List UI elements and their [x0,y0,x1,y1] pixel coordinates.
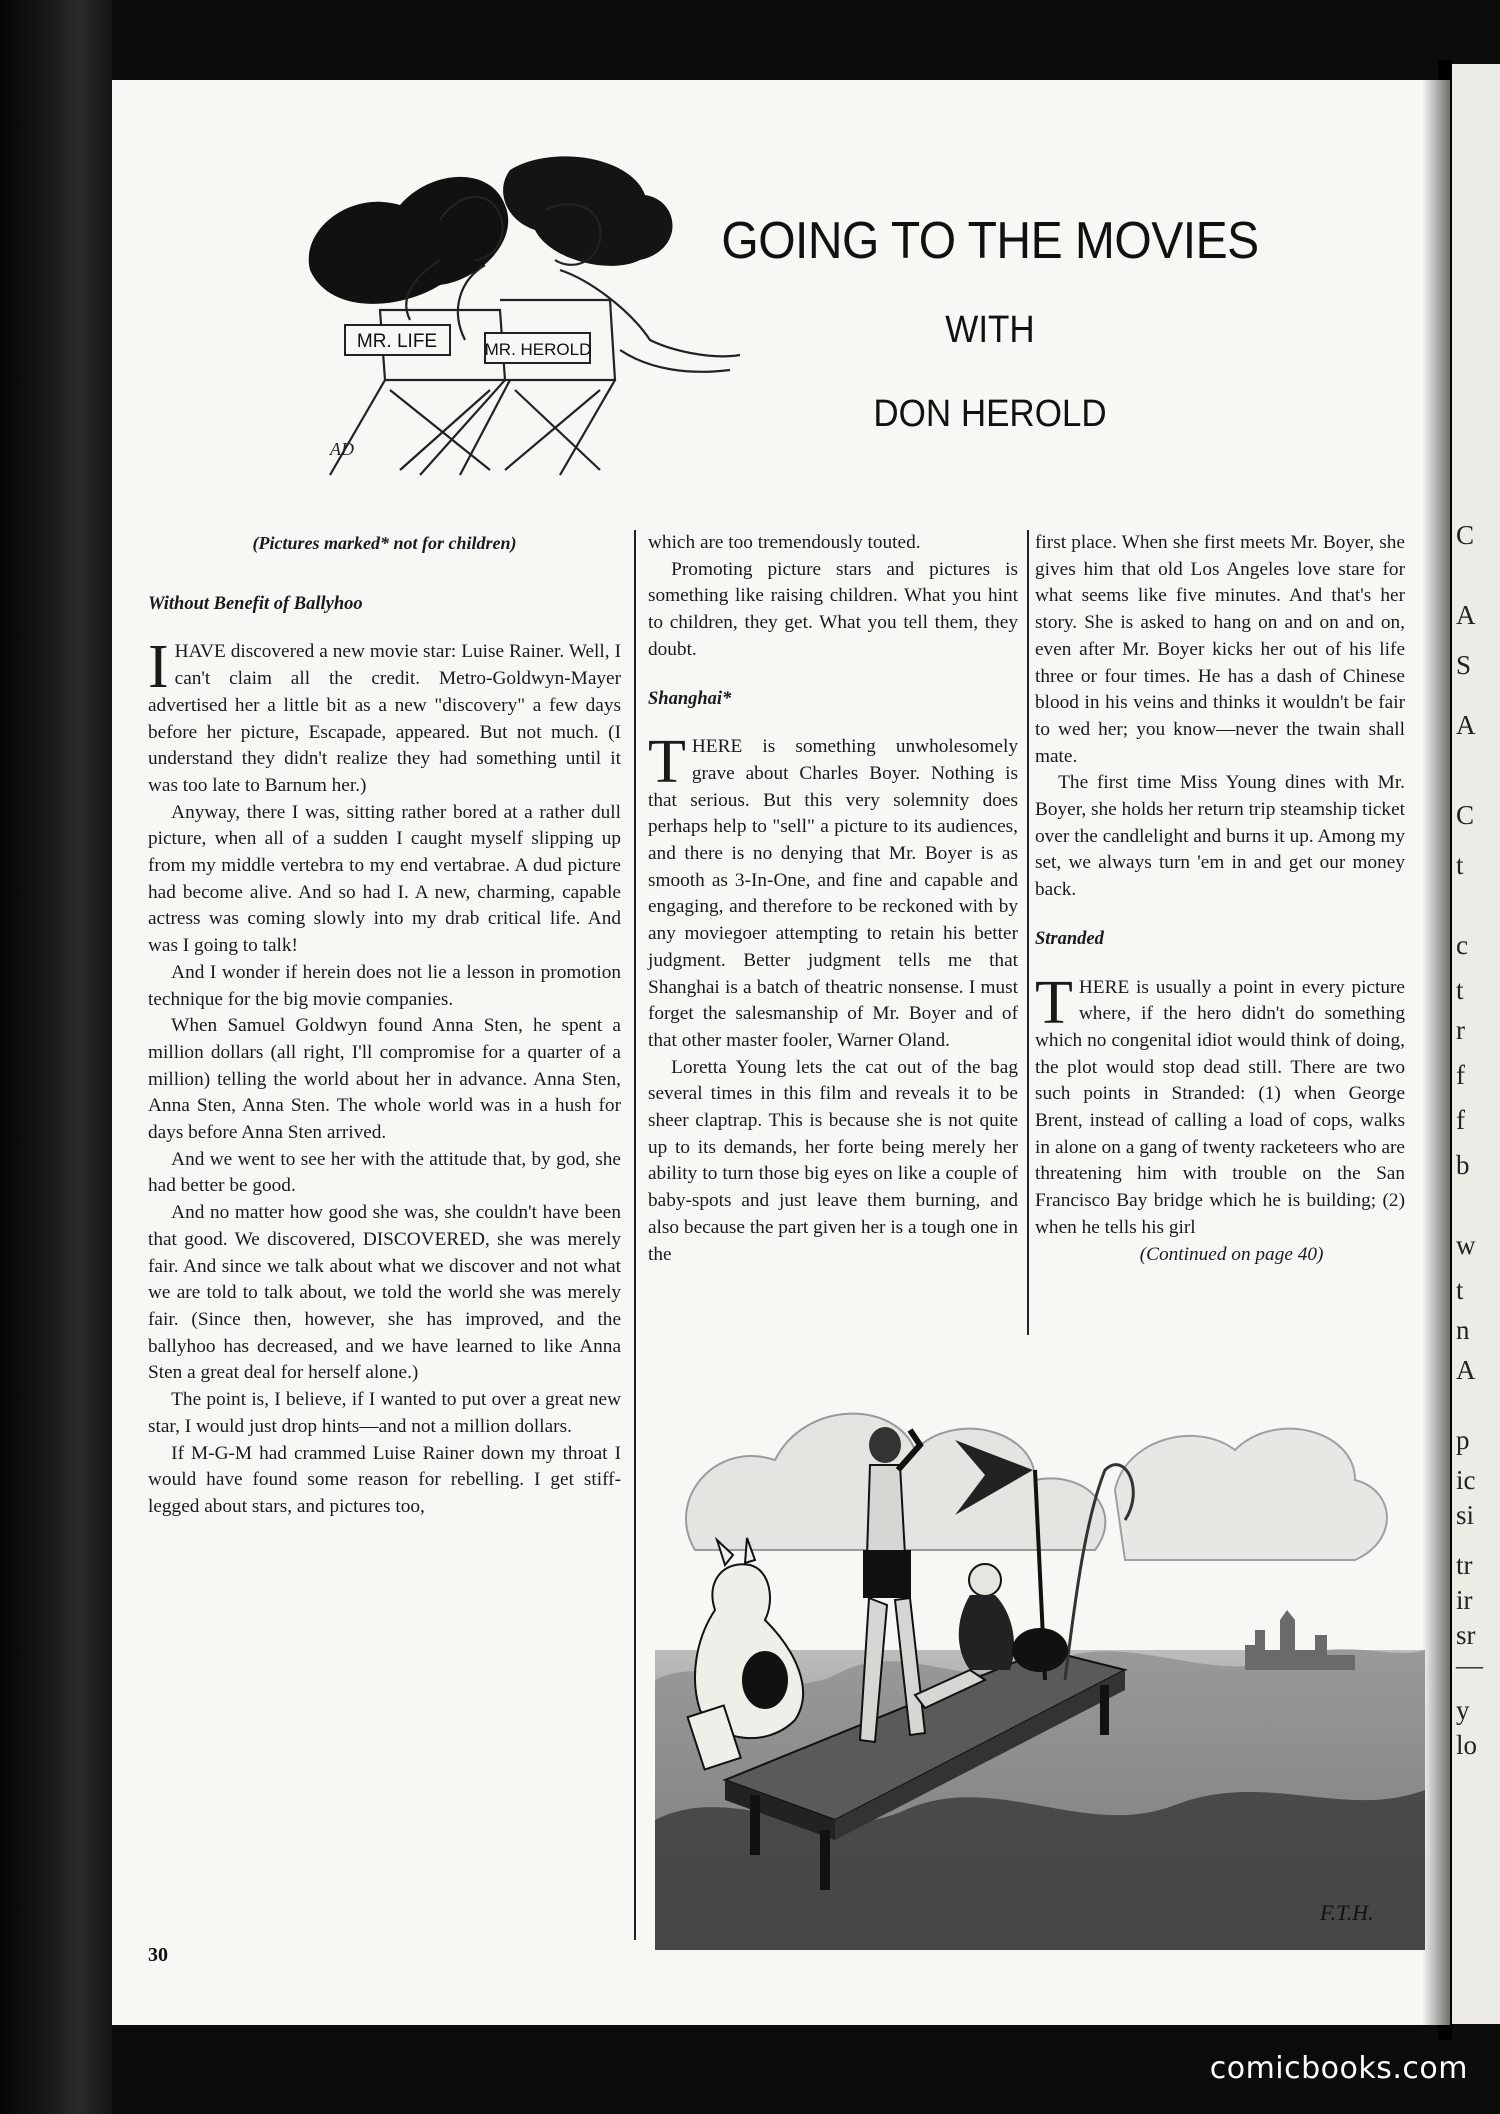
chair-left-label: MR. LIFE [356,331,438,352]
next-page-fragment: C [1456,520,1475,550]
next-page-fragment: A [1456,710,1476,740]
article-author: DON HEROLD [873,392,1107,435]
column-rule-2 [1027,530,1029,1335]
drop-cap: T [648,728,686,797]
paragraph: THERE is usually a point in every picture where, if the hero didn't do something which no congenital idiot would think of doing, the plot would stop dead still. There are two such points in Stranded: (1) when George Brent, instead of calling a load of cops, walks in alone on a gang of twenty racketeers who are threatening him with trouble on the San Francisco Bay bridge which he is building; (2) when he tells his girl [1035,968,1405,1238]
section-title-shanghai: Shanghai* [648,688,732,709]
section-title-ballyhoo: Without Benefit of Ballyhoo [148,593,363,614]
next-page-fragment: n [1456,1315,1470,1345]
next-page-fragment: w [1456,1230,1476,1260]
watermark: comicbooks.com [1209,2051,1468,2086]
paragraph: And we went to see her with the attitude that, by god, she had better be good. [148,1148,621,1197]
city-skyline [1245,1610,1355,1670]
cloud-outline-right [1115,1429,1387,1560]
inflatable-animal [695,1538,803,1738]
page-number: 30 [148,1944,168,1966]
chair-right-label: MR. HEROLD [484,340,592,359]
illustration-dock-scene [655,1350,1425,1950]
paragraph: IHAVE discovered a new movie star: Luise Rainer. Well, I can't claim all the credit. Metro-Goldwyn-Mayer advertised her a little bit as a new "discovery" a few days before her picture, Escapade, appeared. But not much. (I understand they didn't realize they had something until it was too late to Barnum her.) [148,633,621,796]
next-page-edge [1452,64,1500,2024]
next-page-fragment: C [1456,800,1475,830]
paragraph: Promoting picture stars and pictures is something like raising children. What you hint to children, they get. What you tell them, they doubt. [648,558,1018,660]
next-page-fragment: y [1456,1695,1470,1725]
paragraph: first place. When she first meets Mr. Boyer, she gives him that old Los Angeles love stare for what seems like five minutes. And that's her story. She is asked to hang on and on and on, even after Mr. Boyer kicks her out of his life three or four times. He has a dash of Chinese blood in his veins and thinks it wouldn't be fair to wed her; you know—never the twain shall mate. [1035,532,1405,767]
continued-note: (Continued on page 40) [1139,1243,1324,1265]
paragraph: When Samuel Goldwyn found Anna Sten, he spent a million dollars (all right, I'll compromise for a quarter of a million) telling the world about her in advance. Anna Sten, Anna Sten, Anna Sten. The whole world was in a hush for days before Anna Sten arrived. [148,1015,621,1144]
dock-post [1100,1685,1109,1735]
next-page-fragment: r [1456,1015,1465,1045]
next-page-fragment: t [1456,975,1464,1005]
paragraph: And no matter how good she was, she couldn't have been that good. We discovered, DISCOVERED, she was merely fair. And since we talk about what we discover and not what we are told to talk about, we told the world she was merely fair. (Since then, however, she has improved, and the ballyhoo has decreased, and we have learned to like Anna Sten a great deal for herself alone.) [148,1202,621,1384]
next-page-fragment: t [1456,850,1464,880]
paragraph: which are too tremendously touted. [648,532,921,553]
next-page-fragment: A [1456,600,1476,630]
children-note: (Pictures marked* not for children) [252,533,517,553]
next-page-fragment: sr [1456,1620,1476,1650]
next-page-fragment: ir [1456,1585,1473,1615]
drop-cap: I [148,633,169,702]
column-1 [148,530,621,1521]
paragraph: And I wonder if herein does not lie a lesson in promotion technique for the big movie companies. [148,961,621,1010]
next-page-fragment: si [1456,1500,1475,1530]
artist-signature: F.T.H. [1320,1900,1374,1925]
next-page-fragment: ic [1456,1465,1476,1495]
next-page-fragment: c [1456,930,1468,960]
paragraph: THERE is something unwholesomely grave about Charles Boyer. Nothing is that serious. But this very solemnity does perhaps help to "sell" a picture to its audiences, and there is no denying that Mr. Boyer is as smooth as 3-In-One, and fine and capable and engaging, and therefore to be reckoned with by any moviegoer attempting to retain his better judgment. Better judgment tells me that Shanghai is a batch of theatric nonsense. I must forget the salesmanship of Mr. Boyer and of that other master fooler, Warner Oland. [648,728,1018,1051]
column-2 [648,530,1018,1268]
page-shadow [1422,80,1450,2025]
dock-post [820,1830,830,1890]
paragraph: Anyway, there I was, sitting rather bored at a rather dull picture, when all of a sudden I caught myself slipping up from my middle vertebra to my end vertabrae. A dud picture had become alive. And so had I. A new, charming, capable actress was coming slowly into my drab critical life. And was I going to talk! [148,801,621,957]
scan-margin-left [0,0,112,2114]
paragraph: If M-G-M had crammed Luise Rainer down my throat I would have found some reason for rebelling. I get stiff-legged about stars, and pictures too, [148,1442,621,1517]
next-page-fragment: A [1456,1355,1476,1385]
next-page-fragment: tr [1456,1550,1473,1580]
next-page-fragment: t [1456,1275,1464,1305]
column-rule-1 [634,530,636,1940]
illustrator-initials: AD [330,439,354,459]
next-page-fragment: p [1456,1425,1470,1455]
paragraph: The point is, I believe, if I wanted to put over a great new star, I would just drop hints—and not a million dollars. [148,1389,621,1437]
next-page-fragment: b [1456,1150,1470,1180]
column-3 [1035,530,1405,1268]
next-page-fragment: S [1456,650,1472,680]
next-page-fragment: f [1456,1060,1465,1090]
article-with: WITH [945,308,1035,351]
paragraph: The first time Miss Young dines with Mr. Boyer, she holds her return trip steamship ticket over the candlelight and burns it up. Among my set, we always turn 'em in and get our money back. [1035,772,1405,901]
next-page-fragment: f [1456,1105,1465,1135]
section-title-stranded: Stranded [1035,928,1104,949]
drop-cap: T [1035,968,1073,1037]
next-page-fragment: lo [1456,1730,1478,1760]
paragraph: Loretta Young lets the cat out of the bag several times in this film and reveals it to be sheer claptrap. This is because she is not quite up to its demands, her forte being merely her ability to turn those big eyes on like a couple of baby-spots and just leave them burning, and also because the part given her is a tough one in the [648,1056,1018,1265]
article-title: GOING TO THE MOVIES [721,212,1259,271]
dock-post [750,1795,760,1855]
next-page-fragment: — [1456,1650,1483,1680]
